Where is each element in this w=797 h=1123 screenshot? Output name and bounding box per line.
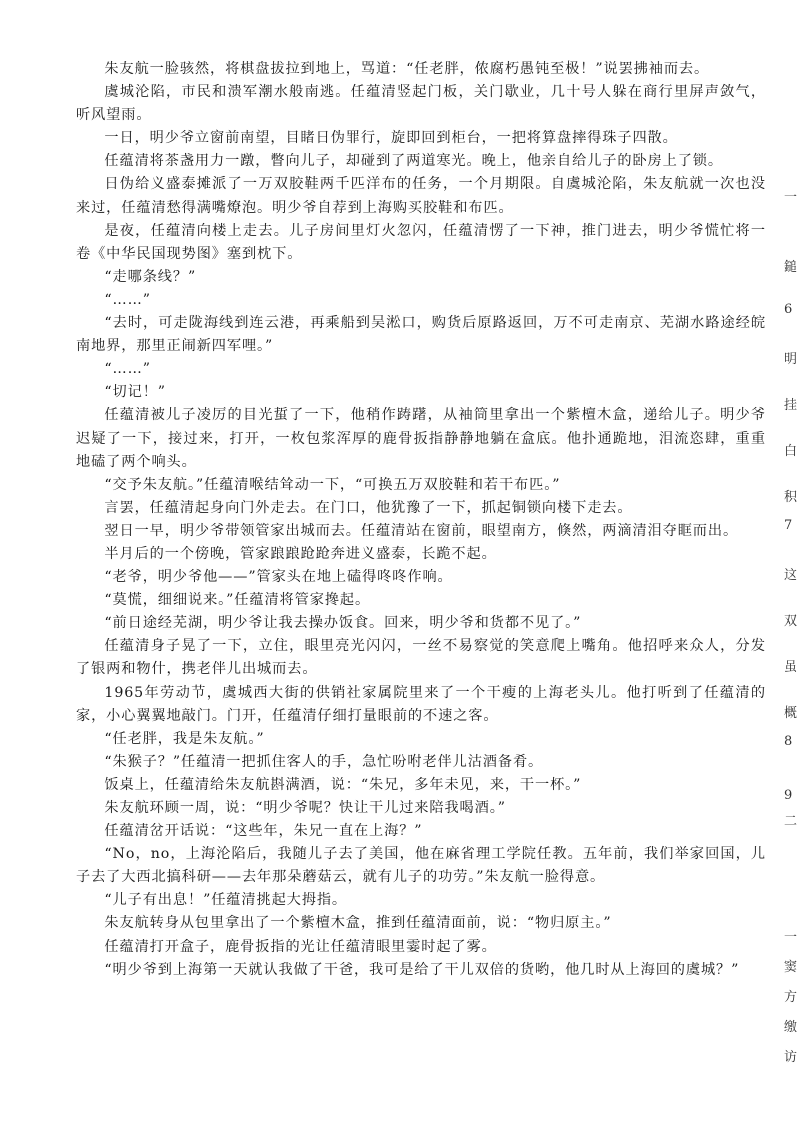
paragraph: 是夜，任蕴清向楼上走去。儿子房间里灯火忽闪，任蕴清愣了一下神，推门进去，明少爷慌忙将一卷《中华民国现势图》塞到枕下。: [76, 222, 766, 262]
edge-fragment: 窦: [784, 960, 797, 975]
edge-fragment: 概: [784, 706, 797, 721]
edge-fragment: 访: [784, 1050, 797, 1065]
edge-fragment: 方: [784, 990, 797, 1005]
paragraph: 任蕴清身子晃了一下，立住，眼里亮光闪闪，一丝不易察觉的笑意爬上嘴角。他招呼来众人，分发了银两和物什，携老伴儿出城而去。: [76, 638, 766, 678]
edge-fragment: 虽: [784, 660, 797, 675]
paragraph: 虞城沦陷，市民和溃军潮水般南逃。任蕴清竖起门板，关门歇业，几十号人躲在商行里屏声敛气，听风望雨。: [76, 84, 766, 124]
edge-fragment: 一: [784, 930, 797, 945]
edge-fragment: 积: [784, 490, 797, 505]
paragraph: “……”: [104, 361, 151, 378]
paragraph: 朱友航环顾一周，说：“明少爷呢？快让干儿过来陪我喝酒。”: [104, 800, 506, 816]
paragraph: “去时，可走陇海线到连云港，再乘船到吴淞口，购货后原路返回，万不可走南京、芜湖水路途经皖南地界，那里正闹新四军哩。”: [76, 315, 766, 355]
paragraph: 半月后的一个傍晚，管家踉踉跄跄奔进义盛泰，长跪不起。: [104, 545, 497, 562]
paragraph: 日伪给义盛泰摊派了一万双胶鞋两千匹洋布的任务，一个月期限。自虞城沦陷，朱友航就一次也没来过，任蕴清愁得满嘴燎泡。明少爷自荐到上海购买胶鞋和布匹。: [76, 176, 766, 216]
paragraph: “朱猴子？”任蕴清一把抓住客人的手，急忙吩咐老伴儿沽酒备肴。: [104, 753, 544, 770]
edge-fragment: 一: [784, 190, 797, 205]
edge-fragment: 缴: [784, 1020, 797, 1035]
paragraph: 朱友航转身从包里拿出了一个紫檀木盒，推到任蕴清面前，说：“物归原主。”: [104, 915, 612, 932]
edge-fragment: 这: [784, 568, 797, 583]
paragraph: “儿子有出息！”任蕴清挑起大拇指。: [104, 892, 348, 909]
story-text: [76, 58, 766, 982]
edge-fragment: 鎚: [784, 260, 797, 275]
paragraph: “走哪条线？”: [104, 268, 197, 285]
paragraph: “……”: [104, 291, 151, 308]
edge-fragment: 8: [784, 734, 793, 749]
paragraph: 一日，明少爷立窗前南望，目睹日伪罪行，旋即回到柜台，一把将算盘摔得珠子四散。: [104, 130, 678, 147]
edge-fragment: 挂: [784, 398, 797, 413]
paragraph: 言罢，任蕴清起身向门外走去。在门口，他犹豫了一下，抓起铜锁向楼下走去。: [104, 499, 633, 516]
paragraph: “明少爷到上海第一天就认我做了干爸，我可是给了干儿双倍的货哟，他几时从上海回的虞城？”: [104, 961, 740, 978]
paragraph: 任蕴清打开盒子，鹿骨扳指的光让任蕴清眼里霎时起了雾。: [104, 938, 497, 955]
edge-fragment: 9: [784, 788, 793, 803]
paragraph: 任蕴清将茶盏用力一蹾，瞥向儿子，却碰到了两道寒光。晚上，他亲自给儿子的卧房上了锁。: [104, 153, 723, 170]
paragraph: “切记！”: [104, 384, 166, 401]
paragraph: 任蕴清岔开话说：“这些年，朱兄一直在上海？”: [104, 823, 423, 840]
edge-fragment: 明: [784, 352, 797, 367]
paragraph: 任蕴清被儿子凌厉的目光蜇了一下，他稍作踌躇，从袖筒里拿出一个紫檀木盒，递给儿子。明少爷迟疑了一下，接过来，打开，一枚包浆浑厚的鹿骨扳指静静地躺在盒底。他扑通跪地，泪流恣肆，重重地磕了两个响头。: [76, 407, 766, 470]
paragraph: 朱友航一脸骇然，将棋盘拔拉到地上，骂道：“任老胖，侬腐朽愚钝至极！”说罢拂袖而去。: [104, 61, 710, 77]
paragraph: “任老胖，我是朱友航。”: [104, 730, 265, 747]
paragraph: “前日途经芜湖，明少爷让我去操办饭食。回来，明少爷和货都不见了。”: [104, 615, 582, 632]
paragraph: 1965年劳动节，虞城西大街的供销社家属院里来了一个干瘦的上海老头儿。他打听到了任蕴清的家，小心翼翼地敲门。门开，任蕴清仔细打量眼前的不速之客。: [76, 684, 766, 724]
paragraph: “交予朱友航。”任蕴清喉结耸动一下，“可换五万双胶鞋和若干布匹。”: [104, 476, 561, 493]
paragraph: “老爷，明少爷他——”管家头在地上磕得咚咚作响。: [104, 569, 453, 586]
edge-fragment: 白: [784, 444, 797, 459]
edge-fragment: 双: [784, 614, 797, 629]
paragraph: “莫慌，细细说来。”任蕴清将管家搀起。: [104, 592, 371, 609]
edge-fragment: 二: [784, 814, 797, 829]
edge-fragment: 7: [784, 518, 793, 533]
paragraph: “No，no，上海沦陷后，我随儿子去了美国，他在麻省理工学院任教。五年前，我们举家回国，儿子去了大西北搞科研——去年那朵蘑菇云，就有儿子的功劳。”朱友航一脸得意。: [76, 846, 766, 886]
paragraph: 饭桌上，任蕴清给朱友航斟满酒，说：“朱兄，多年未见，来，干一杯。”: [104, 776, 582, 793]
paragraph: 翌日一早，明少爷带领管家出城而去。任蕴清站在窗前，眼望南方，倏然，两滴清泪夺眶而出。: [104, 522, 739, 539]
edge-fragment: 6: [784, 302, 793, 317]
